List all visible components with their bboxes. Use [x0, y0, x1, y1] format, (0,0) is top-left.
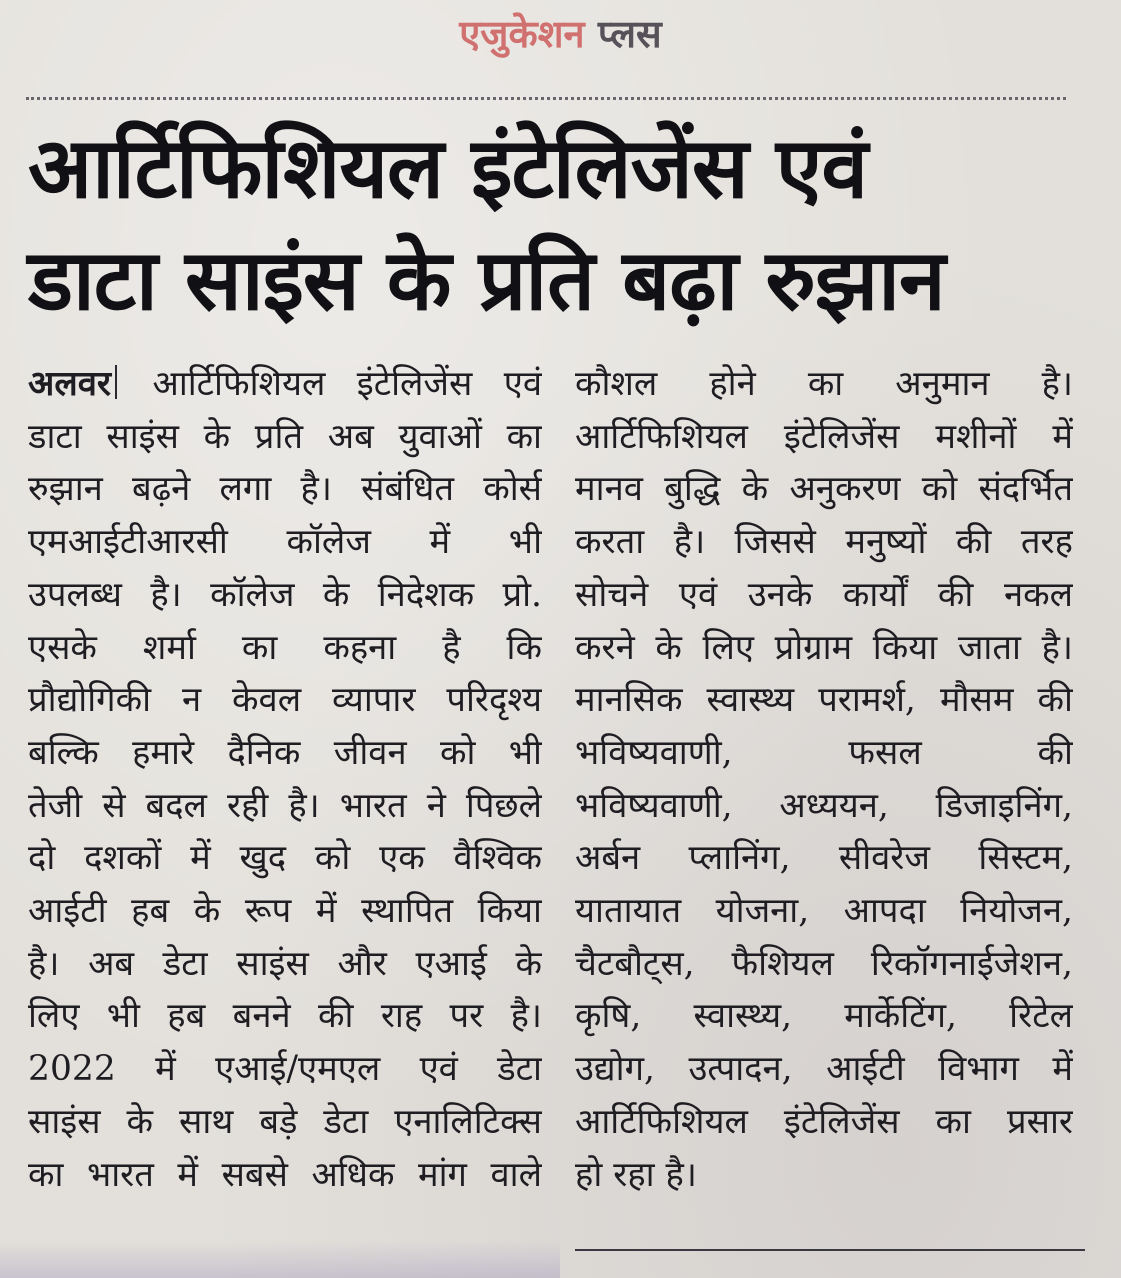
article-line: 2022 में एआई/एमएल एवं डेटा	[28, 1049, 542, 1090]
article-line: भविष्यवाणी, फसल की	[575, 732, 1073, 773]
article-line: उद्योग, उत्पादन, आईटी विभाग में	[575, 1049, 1073, 1090]
headline-line-2: डाटा साइंस के प्रति बढ़ा रुझान	[28, 231, 945, 329]
section-label-accent: एजुकेशन	[459, 11, 585, 56]
article-line: मानव बुद्धि के अनुकरण को संदर्भित	[575, 469, 1073, 510]
article-first-line	[28, 358, 542, 411]
article-line: आईटी हब के रूप में स्थापित किया	[28, 891, 542, 932]
article-line: तेजी से बदल रही है। भारत ने पिछले	[28, 785, 542, 826]
article-line: करता है। जिससे मनुष्यों की तरह	[575, 522, 1073, 563]
article-line: कौशल होने का अनुमान है।	[575, 364, 1073, 404]
article-line: लिए भी हब बनने की राह पर है।	[28, 996, 542, 1037]
article-line: एमआईटीआरसी कॉलेज में भी	[28, 522, 542, 563]
bottom-rule	[575, 1249, 1085, 1251]
page-shadow	[0, 1240, 560, 1278]
headline-line-1: आर्टिफिशियल इंटेलिजेंस एवं	[28, 119, 868, 217]
dotted-divider	[26, 97, 1066, 100]
article-left-column	[28, 358, 542, 1201]
article-line: यातायात योजना, आपदा नियोजन,	[575, 891, 1073, 932]
article-line: भविष्यवाणी, अध्ययन, डिजाइनिंग,	[575, 785, 1073, 826]
dateline: अलवर	[28, 364, 112, 404]
article-line: सोचने एवं उनके कार्यों की नकल	[575, 574, 1073, 615]
article-line: प्रौद्योगिकी न केवल व्यापार परिदृश्य	[28, 680, 542, 721]
article-line: एसके शर्मा का कहना है कि	[28, 627, 542, 668]
article-line: है। अब डेटा साइंस और एआई के	[28, 943, 542, 984]
article-line: रुझान बढ़ने लगा है। संबंधित कोर्स	[28, 469, 542, 510]
article-line: कृषि, स्वास्थ्य, मार्केटिंग, रिटेल	[575, 996, 1073, 1037]
article-line: डाटा साइंस के प्रति अब युवाओं का	[28, 416, 542, 457]
article-line: का भारत में सबसे अधिक मांग वाले	[28, 1154, 542, 1195]
article-line: अर्बन प्लानिंग, सीवरेज सिस्टम,	[575, 838, 1073, 879]
article-line: साइंस के साथ बड़े डेटा एनालिटिक्स	[28, 1101, 542, 1142]
first-line-text: आर्टिफिशियल इंटेलिजेंस एवं	[152, 364, 542, 404]
section-label	[0, 6, 1121, 62]
article-line: आर्टिफिशियल इंटेलिजेंस का प्रसार	[575, 1101, 1073, 1142]
article-line: मानसिक स्वास्थ्य परामर्श, मौसम की	[575, 680, 1073, 721]
article-line: दो दशकों में खुद को एक वैश्विक	[28, 838, 542, 879]
article-right-column	[575, 358, 1073, 1201]
article-line: चैटबौट्स, फैशियल रिकॉगनाईजेशन,	[575, 943, 1073, 984]
article-line: उपलब्ध है। कॉलेज के निदेशक प्रो.	[28, 574, 542, 615]
article-line: आर्टिफिशियल इंटेलिजेंस मशीनों में	[575, 416, 1073, 457]
section-label-main: प्लस	[597, 11, 662, 56]
article-line: करने के लिए प्रोग्राम किया जाता है।	[575, 627, 1073, 668]
headline	[28, 112, 1098, 336]
article-line: हो रहा है।	[575, 1154, 697, 1195]
dateline-separator	[115, 365, 117, 399]
article-line: बल्कि हमारे दैनिक जीवन को भी	[28, 732, 542, 773]
